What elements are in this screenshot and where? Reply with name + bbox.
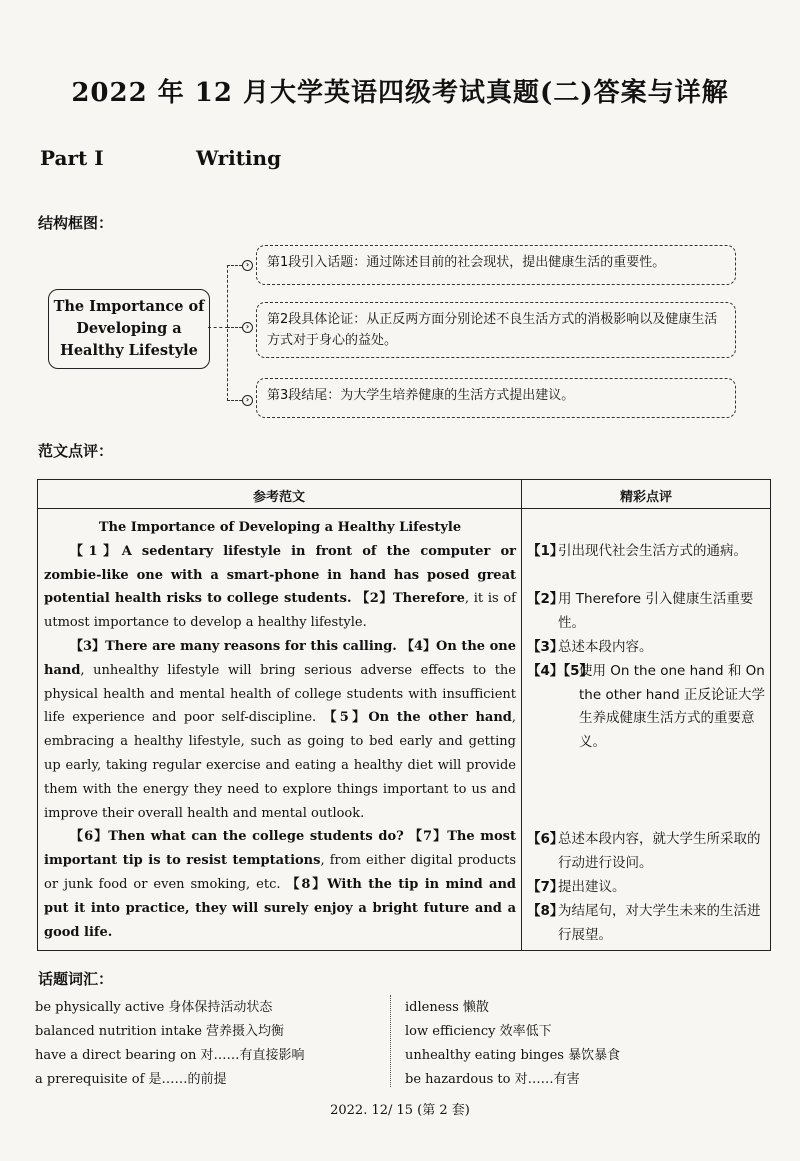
sentence: A sedentary lifestyle in front of the computer or zombie-like one with a smart-phone in hand has posed great potential health risks to college students. [44, 543, 516, 607]
arrow-bullet-icon: › [242, 322, 253, 333]
page-title: 2022 年 12 月大学英语四级考试真题(二)答案与详解 [71, 78, 729, 108]
sentence-key: On the other hand [368, 710, 512, 726]
diagram-connector-line [227, 327, 242, 328]
part-label: Part Ⅰ [40, 146, 104, 170]
vocab-item: idleness 懒散 [405, 1000, 489, 1015]
note-number: 【1】 [527, 543, 564, 559]
note-number: 【7】 [527, 879, 564, 895]
sentence: With the tip in mind and put it into practice, they will surely enjoy a bright future and a good life. [44, 876, 517, 940]
vocab-item: have a direct bearing on 对……有直接影响 [35, 1048, 305, 1063]
sentence-key: Therefore [392, 591, 465, 607]
vocab-item: a prerequisite of 是……的前提 [35, 1072, 227, 1087]
table-header-notes: 精彩点评 [619, 490, 672, 505]
note-text: 用 Therefore 引入健康生活重要性。 [558, 591, 754, 631]
structure-heading: 结构框图： [38, 214, 114, 232]
note-number: 【3】 [527, 639, 564, 655]
essay-paragraph-1 [44, 540, 516, 635]
diagram-trunk-line [227, 265, 228, 401]
marker: 【6】 [70, 829, 109, 845]
sentence: , unhealthy lifestyle will bring serious adverse effects to the physical health and mental health of college students with insufficient life experience and poor self-discipline. [44, 662, 516, 726]
note-number: 【6】 [527, 831, 564, 847]
marker: 【3】 [70, 638, 106, 654]
marker: 【2】 [356, 591, 393, 607]
vocab-heading: 话题词汇： [38, 970, 114, 988]
table-column-divider [521, 479, 522, 951]
table-header-divider [37, 508, 771, 509]
note-item [527, 900, 771, 947]
marker: 【1】 [70, 543, 122, 559]
sentence-key: On the one hand [44, 638, 517, 678]
note-text: 引出现代社会生活方式的通病。 [558, 543, 747, 559]
diagram-branch-3: 第3段结尾：为大学生培养健康的生活方式提出建议。 [256, 378, 736, 418]
essay-paragraph-2 [44, 635, 516, 825]
diagram-center-box: The Importance of Developing a Healthy Lifestyle [48, 289, 210, 369]
diagram-connector-line [227, 265, 242, 266]
sentence: Then what can the college students do? [108, 829, 404, 845]
note-number: 【4】【5】 [527, 663, 594, 679]
note-item [527, 660, 771, 754]
diagram-connector-line [208, 327, 228, 328]
arrow-bullet-icon: › [242, 260, 253, 271]
note-text: 总述本段内容，就大学生所采取的行动进行设问。 [558, 831, 761, 871]
vocab-item: balanced nutrition intake 营养摄入均衡 [35, 1024, 285, 1039]
note-item [527, 588, 771, 635]
vocab-divider [390, 995, 391, 1087]
sentence-key: The most important tip is to resist temptations [44, 829, 516, 869]
note-item [527, 828, 771, 875]
sentence: , from either digital products or junk food or even smoking, etc. [44, 853, 516, 892]
marker: 【5】 [323, 710, 369, 726]
vocab-item: unhealthy eating binges 暴饮暴食 [405, 1048, 621, 1063]
note-text: 为结尾句，对大学生未来的生活进行展望。 [558, 903, 761, 943]
diagram-branch-1: 第1段引入话题：通过陈述目前的社会现状，提出健康生活的重要性。 [256, 245, 736, 285]
review-heading: 范文点评： [38, 442, 114, 460]
diagram-branch-2: 第2段具体论证：从正反两方面分别论述不良生活方式的消极影响以及健康生活方式对于身心的益处。 [256, 302, 736, 358]
essay-body [44, 516, 516, 944]
part-name: Writing [196, 146, 282, 170]
note-item [527, 636, 771, 660]
marker: 【4】 [400, 638, 437, 654]
sentence: There are many reasons for this calling. [105, 638, 397, 654]
note-item [527, 876, 771, 900]
table-header-essay: 参考范文 [252, 490, 305, 505]
vocab-item: low efficiency 效率低下 [405, 1024, 552, 1039]
note-item [527, 540, 771, 564]
arrow-bullet-icon: › [242, 395, 253, 406]
vocab-item: be hazardous to 对……有害 [405, 1072, 580, 1087]
essay-paragraph-3 [44, 825, 516, 944]
note-number: 【8】 [527, 903, 564, 919]
sentence: , it is of utmost importance to develop a healthy lifestyle. [44, 591, 516, 631]
note-text: 总述本段内容。 [558, 639, 653, 655]
sentence: , embracing a healthy lifestyle, such as going to bed early and getting up early, taking regular exercise and eating a healthy diet will provide them with the energy they need to explore things important to us and improve their overall health and mental outlook. [44, 710, 517, 821]
note-text: 提出建议。 [558, 879, 626, 895]
page-footer: 2022. 12/ 15 (第 2 套) [330, 1103, 470, 1118]
note-number: 【2】 [527, 591, 564, 607]
vocab-item: be physically active 身体保持活动状态 [35, 1000, 273, 1015]
essay-title: The Importance of Developing a Healthy Lifestyle [98, 520, 462, 535]
marker: 【8】 [286, 876, 328, 892]
diagram-connector-line [227, 400, 242, 401]
marker: 【7】 [408, 829, 448, 845]
note-text: 使用 On the one hand 和 On the other hand 正反论证大学生养成健康生活方式的重要意义。 [579, 663, 765, 750]
